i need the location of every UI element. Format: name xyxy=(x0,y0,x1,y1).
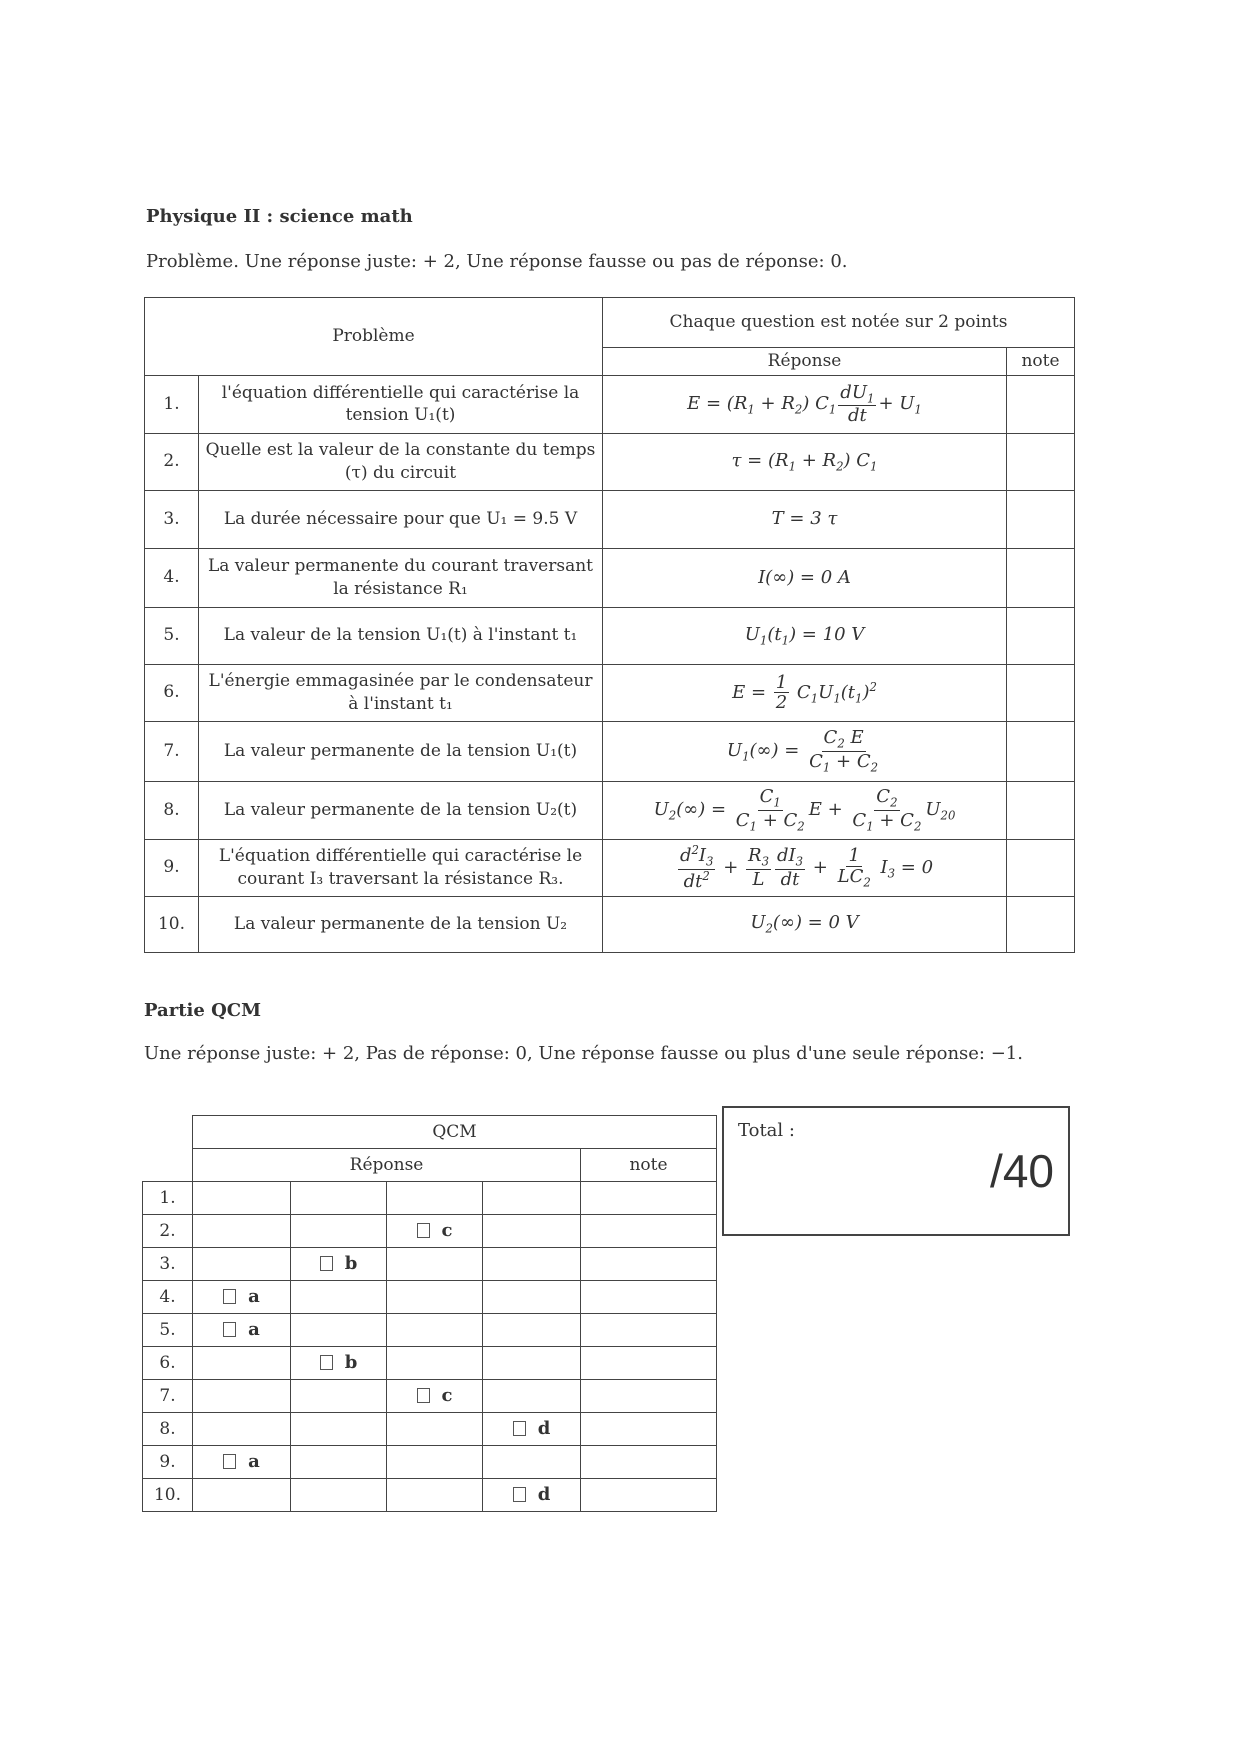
note-cell[interactable] xyxy=(581,1182,717,1215)
question-text: La valeur permanente de la tension U₁(t) xyxy=(199,721,603,781)
note-cell[interactable] xyxy=(1007,721,1075,781)
question-text: La valeur permanente de la tension U₂(t) xyxy=(199,781,603,839)
table-row: 4. a xyxy=(143,1281,717,1314)
reponse-header: Réponse xyxy=(603,348,1007,376)
option-cell-a[interactable] xyxy=(193,1182,291,1215)
option-cell-a[interactable]: a xyxy=(193,1446,291,1479)
note-cell[interactable] xyxy=(581,1347,717,1380)
option-cell-a[interactable] xyxy=(193,1347,291,1380)
qcm-table xyxy=(142,1115,717,1512)
option-cell-b[interactable] xyxy=(291,1215,387,1248)
note-cell[interactable] xyxy=(1007,781,1075,839)
note-cell[interactable] xyxy=(581,1380,717,1413)
table-row: 7. c xyxy=(143,1380,717,1413)
option-cell-b[interactable] xyxy=(291,1479,387,1512)
note-cell[interactable] xyxy=(1007,896,1075,952)
option-cell-b[interactable] xyxy=(291,1281,387,1314)
option-cell-c[interactable] xyxy=(387,1347,483,1380)
checkbox-icon[interactable] xyxy=(417,1223,430,1238)
option-cell-c[interactable] xyxy=(387,1479,483,1512)
option-cell-c[interactable] xyxy=(387,1248,483,1281)
table-row: 9. a xyxy=(143,1446,717,1479)
answer-formula: $U_1(\infty)$ = $\frac{C_2 E}{C_1 + C_2}$ xyxy=(603,721,1007,781)
note-cell[interactable] xyxy=(1007,490,1075,548)
note-header: note xyxy=(1007,348,1075,376)
option-cell-b[interactable] xyxy=(291,1446,387,1479)
points-header: Chaque question est notée sur 2 points xyxy=(603,298,1075,348)
answer-formula: E = $\frac{1}{2}$ $C_1U_1(t_1)^2$ xyxy=(603,664,1007,721)
question-text: Quelle est la valeur de la constante du temps (τ) du circuit xyxy=(199,433,603,490)
qcm-note-header: note xyxy=(581,1149,717,1182)
answer-formula: $U_2(\infty)$ = $\frac{C_1}{C_1 + C_2}$ E + $\frac{C_2}{C_1 + C_2}$ $U_{20}$ xyxy=(603,781,1007,839)
checkbox-icon[interactable] xyxy=(223,1322,236,1337)
option-cell-b[interactable] xyxy=(291,1314,387,1347)
option-cell-d[interactable] xyxy=(483,1380,581,1413)
option-cell-a[interactable]: a xyxy=(193,1314,291,1347)
question-text: La valeur de la tension U₁(t) à l'instant t₁ xyxy=(199,607,603,664)
problem-header: Problème xyxy=(145,298,603,376)
option-cell-b[interactable]: b xyxy=(291,1347,387,1380)
option-cell-b[interactable] xyxy=(291,1413,387,1446)
option-cell-a[interactable] xyxy=(193,1413,291,1446)
note-cell[interactable] xyxy=(581,1413,717,1446)
question-text: La durée nécessaire pour que U₁ = 9.5 V xyxy=(199,490,603,548)
option-cell-d[interactable] xyxy=(483,1446,581,1479)
qcm-scoring-rule: Une réponse juste: + 2, Pas de réponse: 0, Une réponse fausse ou plus d'une seule réponse: −1. xyxy=(144,1043,1023,1064)
option-cell-c[interactable] xyxy=(387,1182,483,1215)
problem-scoring-rule: Problème. Une réponse juste: + 2, Une réponse fausse ou pas de réponse: 0. xyxy=(146,251,848,272)
option-cell-c[interactable]: c xyxy=(387,1380,483,1413)
total-score: /40 xyxy=(990,1145,1054,1197)
option-cell-d[interactable] xyxy=(483,1314,581,1347)
table-row: 2. c xyxy=(143,1215,717,1248)
option-cell-a[interactable] xyxy=(193,1215,291,1248)
table-row: 7. La valeur permanente de la tension U₁(t) $U_1(\infty)$ = $\frac{C_2 E}{C_1 + C_2}$ xyxy=(145,721,1075,781)
option-cell-b[interactable]: b xyxy=(291,1248,387,1281)
qcm-section-title: Partie QCM xyxy=(144,1000,261,1021)
option-cell-d[interactable] xyxy=(483,1281,581,1314)
option-cell-b[interactable] xyxy=(291,1182,387,1215)
note-cell[interactable] xyxy=(581,1215,717,1248)
note-cell[interactable] xyxy=(581,1479,717,1512)
checkbox-icon[interactable] xyxy=(513,1421,526,1436)
table-row: 1. xyxy=(143,1182,717,1215)
table-row: 1. l'équation différentielle qui caractérise la tension U₁(t) $E = (R_1 + R_2)$ $C_1$ $\frac{dU_1}{dt}$ + $U_1$ xyxy=(145,375,1075,433)
answer-formula: $\frac{d^2I_3}{dt^2}$ + $\frac{R_3}{L}$ $\frac{dI_3}{dt}$ + $\frac{1}{LC_2}$ $I_3 = 0$ xyxy=(603,839,1007,896)
table-row: 3. La durée nécessaire pour que U₁ = 9.5 V T = 3 τ xyxy=(145,490,1075,548)
option-cell-d[interactable]: d xyxy=(483,1479,581,1512)
note-cell[interactable] xyxy=(581,1248,717,1281)
table-row: 5. La valeur de la tension U₁(t) à l'instant t₁ $U_1(t_1) = 10$ V xyxy=(145,607,1075,664)
option-cell-a[interactable]: a xyxy=(193,1281,291,1314)
problem-table xyxy=(144,297,1075,953)
checkbox-icon[interactable] xyxy=(320,1355,333,1370)
option-cell-c[interactable]: c xyxy=(387,1215,483,1248)
note-cell[interactable] xyxy=(1007,433,1075,490)
answer-formula: T = 3 τ xyxy=(603,490,1007,548)
note-cell[interactable] xyxy=(1007,839,1075,896)
table-row: 6. L'énergie emmagasinée par le condensateur à l'instant t₁ E = $\frac{1}{2}$ $C_1U_1(t_1)^2$ xyxy=(145,664,1075,721)
note-cell[interactable] xyxy=(581,1446,717,1479)
total-box xyxy=(722,1106,1070,1236)
option-cell-c[interactable] xyxy=(387,1281,483,1314)
option-cell-c[interactable] xyxy=(387,1314,483,1347)
option-cell-d[interactable] xyxy=(483,1347,581,1380)
checkbox-icon[interactable] xyxy=(223,1454,236,1469)
table-row: 5. a xyxy=(143,1314,717,1347)
answer-formula: I(∞) = 0 A xyxy=(603,548,1007,607)
option-cell-b[interactable] xyxy=(291,1380,387,1413)
answer-formula: $U_2(\infty) = 0$ V xyxy=(603,896,1007,952)
table-row: 8. d xyxy=(143,1413,717,1446)
qcm-reponse-header: Réponse xyxy=(193,1149,581,1182)
note-cell[interactable] xyxy=(581,1314,717,1347)
option-cell-d[interactable] xyxy=(483,1248,581,1281)
note-cell[interactable] xyxy=(1007,607,1075,664)
table-row: 9. L'équation différentielle qui caractérise le courant I₃ traversant la résistance R₃. $\frac{d^2I_3}{dt^2}$ + $\frac{R_3}{L}$ $\frac{dI_3}{dt}$ + $\frac{1}{LC_2}$ $I_3 = 0$ xyxy=(145,839,1075,896)
checkbox-icon[interactable] xyxy=(513,1487,526,1502)
table-row: 4. La valeur permanente du courant traversant la résistance R₁ I(∞) = 0 A xyxy=(145,548,1075,607)
checkbox-icon[interactable] xyxy=(320,1256,333,1271)
note-cell[interactable] xyxy=(1007,548,1075,607)
question-text: La valeur permanente du courant traversant la résistance R₁ xyxy=(199,548,603,607)
option-cell-a[interactable] xyxy=(193,1248,291,1281)
question-text: L'équation différentielle qui caractérise le courant I₃ traversant la résistance R₃. xyxy=(199,839,603,896)
table-row: 3. b xyxy=(143,1248,717,1281)
answer-formula: $U_1(t_1) = 10$ V xyxy=(603,607,1007,664)
question-text: L'énergie emmagasinée par le condensateur à l'instant t₁ xyxy=(199,664,603,721)
table-row: 2. Quelle est la valeur de la constante du temps (τ) du circuit $\tau = (R_1 + R_2)$ $C_1$ xyxy=(145,433,1075,490)
note-cell[interactable] xyxy=(1007,375,1075,433)
table-row: 10. d xyxy=(143,1479,717,1512)
option-cell-a[interactable] xyxy=(193,1479,291,1512)
note-cell[interactable] xyxy=(1007,664,1075,721)
table-row: 8. La valeur permanente de la tension U₂(t) $U_2(\infty)$ = $\frac{C_1}{C_1 + C_2}$ E + $\frac{C_2}{C_1 + C_2}$ $U_{20}$ xyxy=(145,781,1075,839)
table-row: 10. La valeur permanente de la tension U₂ $U_2(\infty) = 0$ V xyxy=(145,896,1075,952)
question-text: l'équation différentielle qui caractérise la tension U₁(t) xyxy=(199,375,603,433)
option-cell-c[interactable] xyxy=(387,1446,483,1479)
note-cell[interactable] xyxy=(581,1281,717,1314)
question-text: La valeur permanente de la tension U₂ xyxy=(199,896,603,952)
qcm-header: QCM xyxy=(193,1116,717,1149)
option-cell-a[interactable] xyxy=(193,1380,291,1413)
answer-formula: $E = (R_1 + R_2)$ $C_1$ $\frac{dU_1}{dt}$ + $U_1$ xyxy=(603,375,1007,433)
option-cell-d[interactable] xyxy=(483,1215,581,1248)
table-row: 6. b xyxy=(143,1347,717,1380)
option-cell-d[interactable]: d xyxy=(483,1413,581,1446)
checkbox-icon[interactable] xyxy=(223,1289,236,1304)
checkbox-icon[interactable] xyxy=(417,1388,430,1403)
total-label: Total : xyxy=(738,1120,795,1141)
option-cell-c[interactable] xyxy=(387,1413,483,1446)
page-title: Physique II : science math xyxy=(146,206,413,227)
answer-formula: $\tau = (R_1 + R_2)$ $C_1$ xyxy=(603,433,1007,490)
option-cell-d[interactable] xyxy=(483,1182,581,1215)
